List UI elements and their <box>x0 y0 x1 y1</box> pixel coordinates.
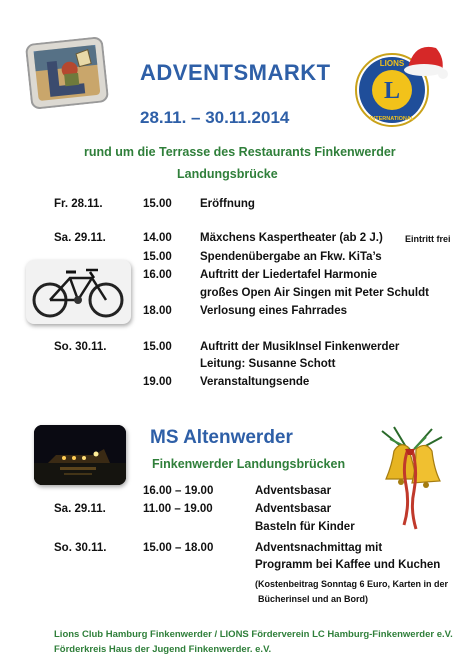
ms-event: Adventsbasar <box>255 485 332 497</box>
footer-line-1: Lions Club Hamburg Finkenwerder / LIONS Förderverein LC Hamburg-Finkenwerder e.V. <box>54 629 453 640</box>
footer-line-2: Förderkreis Haus der Jugend Finkenwerder. e.V. <box>54 644 272 655</box>
schedule-event: Mäxchens Kaspertheater (ab 2 J.) <box>200 232 383 244</box>
lions-bottom-text: INTERNATIONAL <box>369 116 415 122</box>
schedule-day: Sa. 29.11. <box>54 232 106 244</box>
ms-day: So. 30.11. <box>54 542 107 554</box>
schedule-event: großes Open Air Singen mit Peter Schuldt <box>200 287 429 299</box>
bicycle-picture <box>26 260 131 324</box>
ms-subtitle: Finkenwerder Landungsbrücken <box>152 457 346 471</box>
schedule-note: Eintritt frei <box>405 234 451 244</box>
ms-event: Adventsbasar <box>255 503 332 515</box>
schedule-time: 18.00 <box>143 305 172 317</box>
schedule-event: Verlosung eines Fahrrades <box>200 305 348 317</box>
ms-time: 15.00 – 18.00 <box>143 542 214 554</box>
ms-note: Bücherinsel und an Bord) <box>258 594 369 604</box>
schedule-time: 14.00 <box>143 232 172 244</box>
schedule-time: 19.00 <box>143 376 172 388</box>
schedule-day: So. 30.11. <box>54 341 107 353</box>
lions-top-text: LIONS <box>379 59 405 68</box>
schedule-event: Leitung: Susanne Schott <box>200 358 336 370</box>
location-line-2: Landungsbrücke <box>177 167 278 181</box>
schedule-event: Spendenübergabe an Fkw. KiTa’s <box>200 251 382 263</box>
schedule-time: 15.00 <box>143 198 172 210</box>
schedule-event: Auftritt der MusikInsel Finkenwerder <box>200 341 400 353</box>
schedule-event: Auftritt der Liedertafel Harmonie <box>200 269 377 281</box>
bells-picture <box>372 425 452 535</box>
lions-letter: L <box>383 78 401 104</box>
schedule-day: Fr. 28.11. <box>54 198 103 210</box>
event-dates: 28.11. – 30.11.2014 <box>140 108 290 127</box>
ms-title: MS Altenwerder <box>150 427 293 448</box>
schedule-event: Eröffnung <box>200 198 255 210</box>
ms-time: 11.00 – 19.00 <box>143 503 213 515</box>
schedule-time: 15.00 <box>143 251 172 263</box>
ms-event: Programm bei Kaffee und Kuchen <box>255 559 441 571</box>
page-title: ADVENTSMARKT <box>140 60 331 85</box>
ms-time: 16.00 – 19.00 <box>143 485 214 497</box>
location-line-1: rund um die Terrasse des Restaurants Finkenwerder <box>84 145 396 159</box>
schedule-event: Veranstaltungsende <box>200 376 310 388</box>
ms-event: Adventsnachmittag mit <box>255 542 383 554</box>
ms-day: Sa. 29.11. <box>54 503 106 515</box>
ms-event: Basteln für Kinder <box>255 521 355 533</box>
ship-night-photo <box>34 425 126 485</box>
ms-note: (Kostenbeitrag Sonntag 6 Euro, Karten in der <box>255 579 449 589</box>
schedule-time: 15.00 <box>143 341 172 353</box>
schedule-time: 16.00 <box>143 269 172 281</box>
lions-logo <box>350 38 450 128</box>
stamp-picture <box>25 36 109 110</box>
